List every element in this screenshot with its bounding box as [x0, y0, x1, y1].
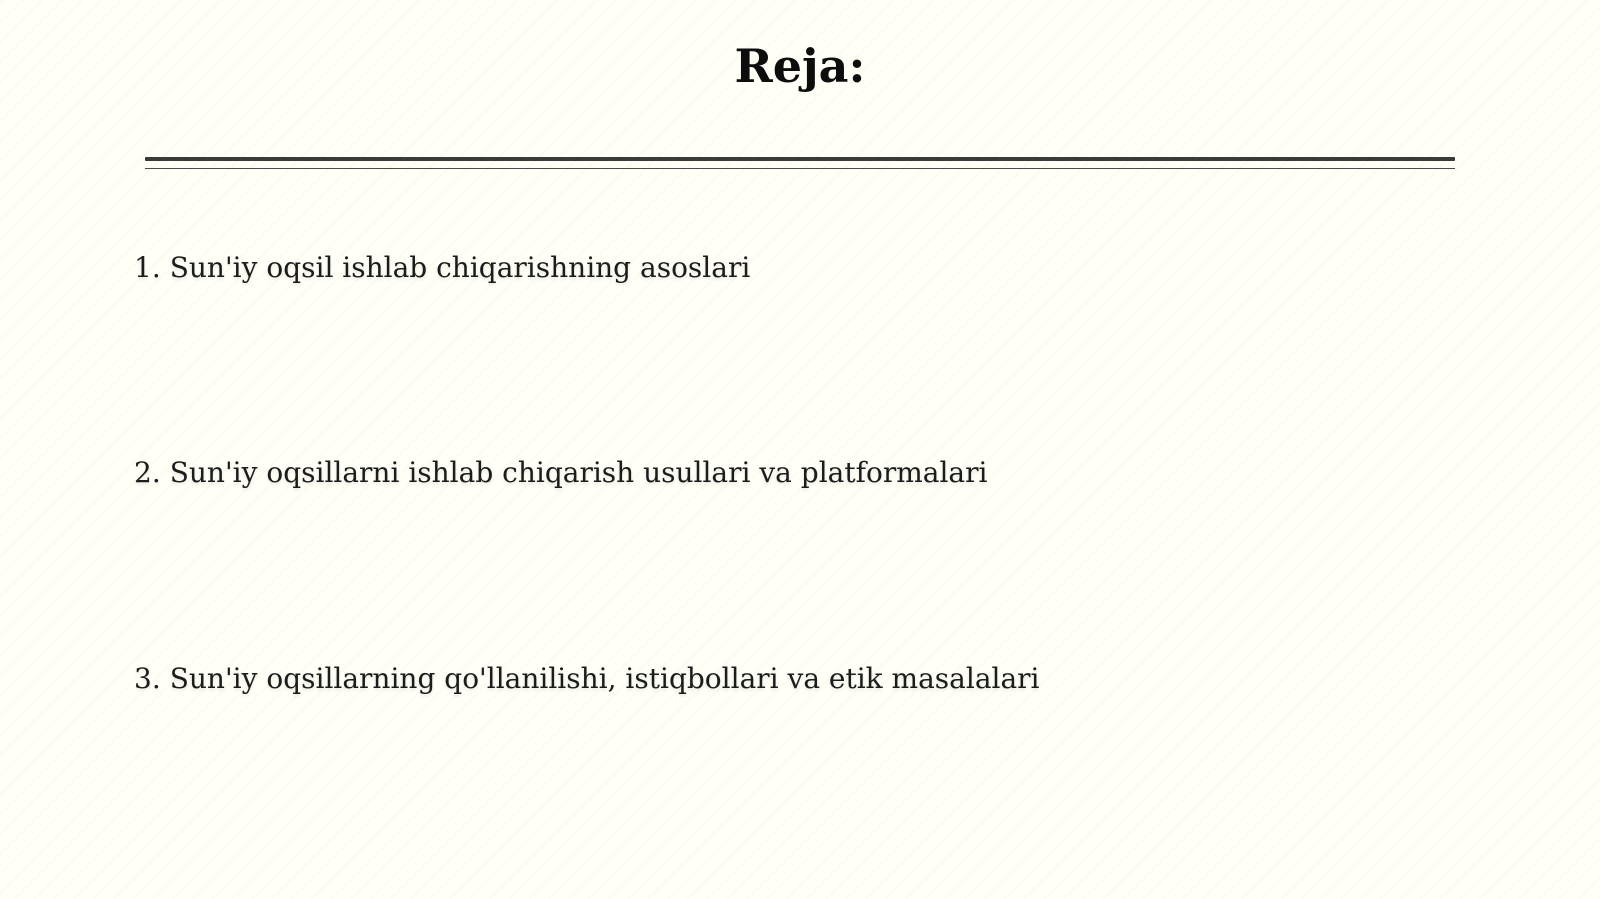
plan-item	[134, 251, 750, 285]
title-divider	[145, 157, 1455, 169]
divider-thick-line	[145, 157, 1455, 161]
plan-item-text: Sun'iy oqsil ishlab chiqarishning asoslari	[169, 251, 751, 284]
plan-item-number: 1.	[134, 251, 161, 284]
plan-item	[134, 662, 1040, 696]
plan-item-number: 2.	[134, 456, 161, 489]
plan-item-text: Sun'iy oqsillarni ishlab chiqarish usullari va platformalari	[169, 456, 988, 489]
plan-item	[134, 456, 987, 490]
slide-title: Reja:	[734, 39, 866, 93]
divider-thin-line	[145, 168, 1455, 169]
plan-item-number: 3.	[134, 662, 161, 695]
plan-item-text: Sun'iy oqsillarning qo'llanilishi, istiqbollari va etik masalalari	[169, 662, 1040, 695]
